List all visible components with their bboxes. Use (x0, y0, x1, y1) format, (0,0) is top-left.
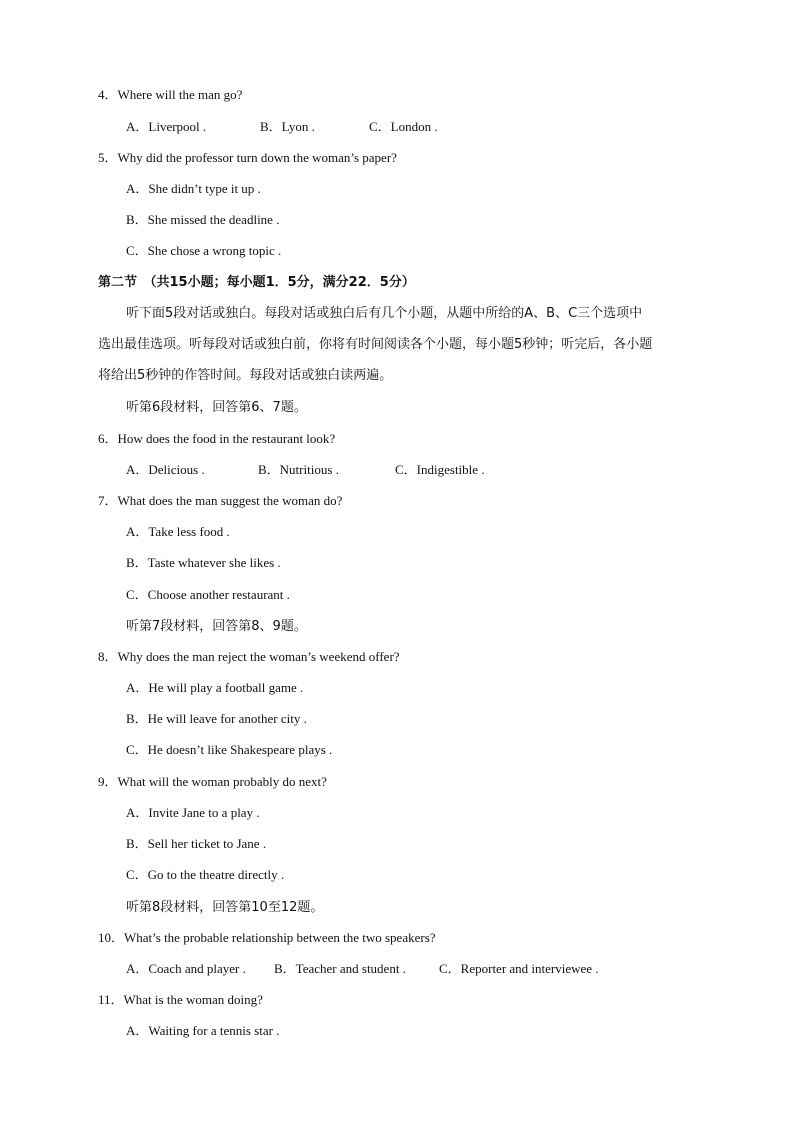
material-8-instruction: 听第8段材料，回答第10至12题。 (126, 900, 324, 915)
question-8-option-c: C．He doesn’t like Shakespeare plays . (126, 742, 333, 757)
question-10-option-c: C．Reporter and interviewee . (439, 961, 599, 976)
question-4-option-b: B．Lyon . (260, 119, 315, 134)
question-8-option-b: B．He will leave for another city . (126, 711, 307, 726)
question-6-option-a: A．Delicious . (126, 462, 205, 477)
question-7-option-c: C．Choose another restaurant . (126, 587, 290, 602)
section-intro-line-1: 听下面5段对话或独白。每段对话或独白后有几个小题，从题中所给的A、B、C三个选项中 (126, 306, 643, 321)
question-11-option-a: A．Waiting for a tennis star . (126, 1023, 280, 1038)
question-10-option-b: B．Teacher and student . (274, 961, 406, 976)
question-6-stem: 6．How does the food in the restaurant look? (98, 431, 336, 446)
question-5-option-b: B．She missed the deadline . (126, 212, 280, 227)
question-10-option-a: A．Coach and player . (126, 961, 246, 976)
question-6-option-b: B．Nutritious . (258, 462, 339, 477)
question-10-stem: 10．What’s the probable relationship between the two speakers? (98, 930, 436, 945)
question-6-option-c: C．Indigestible . (395, 462, 485, 477)
question-5-option-c: C．She chose a wrong topic . (126, 243, 282, 258)
question-8-stem: 8．Why does the man reject the woman’s weekend offer? (98, 649, 400, 664)
question-5-stem: 5．Why did the professor turn down the woman’s paper? (98, 150, 397, 165)
question-9-option-c: C．Go to the theatre directly . (126, 867, 285, 882)
question-9-option-b: B．Sell her ticket to Jane . (126, 836, 267, 851)
question-4-option-a: A．Liverpool . (126, 119, 207, 134)
question-4-stem: 4．Where will the man go? (98, 87, 243, 102)
question-7-option-b: B．Taste whatever she likes . (126, 555, 281, 570)
question-4-option-c: C．London . (369, 119, 438, 134)
question-8-option-a: A．He will play a football game . (126, 680, 304, 695)
material-6-instruction: 听第6段材料，回答第6、7题。 (126, 400, 307, 415)
question-9-stem: 9．What will the woman probably do next? (98, 774, 327, 789)
question-9-option-a: A．Invite Jane to a play . (126, 805, 260, 820)
question-11-stem: 11．What is the woman doing? (98, 992, 263, 1007)
material-7-instruction: 听第7段材料，回答第8、9题。 (126, 619, 307, 634)
section-intro-line-3: 将给出5秒钟的作答时间。每段对话或独白读两遍。 (98, 368, 393, 383)
question-5-option-a: A．She didn’t type it up . (126, 181, 261, 196)
section-intro-line-2: 选出最佳选项。听每段对话或独白前，你将有时间阅读各个小题，每小题5秒钟；听完后，各小题 (98, 337, 653, 352)
section-title: 第二节 （共15小题；每小题1．5分，满分22．5分） (98, 275, 415, 290)
question-7-option-a: A．Take less food . (126, 524, 230, 539)
question-7-stem: 7．What does the man suggest the woman do? (98, 493, 343, 508)
